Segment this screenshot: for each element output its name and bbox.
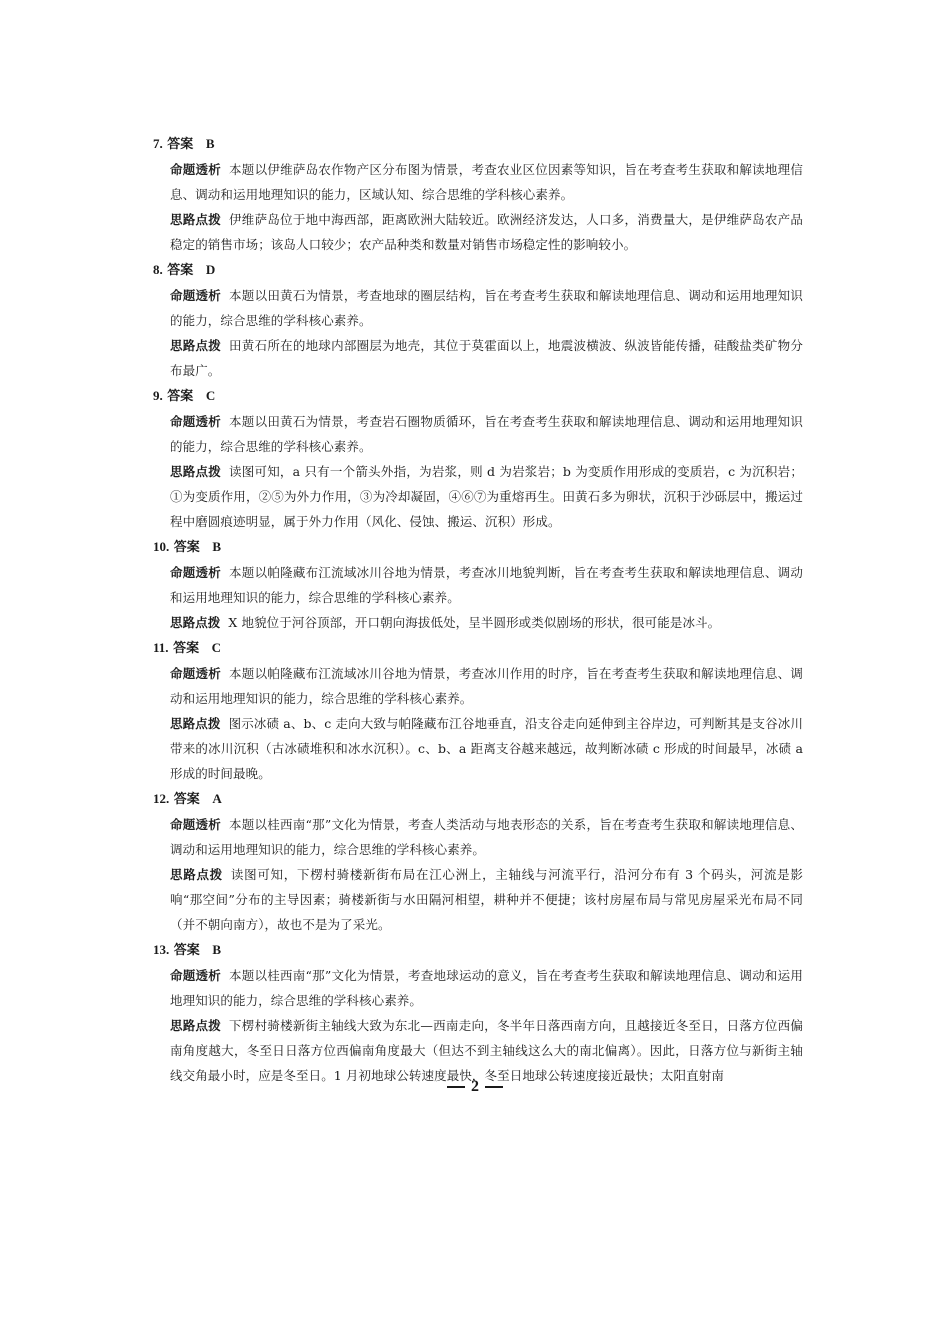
footer-dash-left [447, 1086, 465, 1088]
question-number: 12. [153, 791, 170, 806]
hint-label: 思路点拨 [170, 1018, 222, 1033]
answer-letter: D [205, 262, 216, 277]
analysis-text: 本题以伊维萨岛农作物产区分布图为情景，考查农业区位因素等知识，旨在考查考生获取和解读地理信息、调动和运用地理知识的能力，区域认知、综合思维的学科核心素养。 [170, 162, 803, 202]
hint-paragraph [170, 711, 803, 786]
hint-label: 思路点拨 [170, 464, 221, 479]
answer-line [153, 786, 803, 812]
question-number: 10. [153, 539, 170, 554]
hint-label: 思路点拨 [170, 615, 221, 630]
hint-label: 思路点拨 [170, 867, 223, 882]
question-number: 11. [153, 640, 169, 655]
analysis-text: 本题以帕隆藏布江流域冰川谷地为情景，考查冰川地貌判断，旨在考查考生获取和解读地理信息、调动和运用地理知识的能力，综合思维的学科核心素养。 [170, 565, 803, 605]
answer-item-7 [153, 131, 803, 257]
hint-paragraph [170, 459, 803, 534]
answer-line [153, 383, 803, 409]
analysis-text: 本题以帕隆藏布江流域冰川谷地为情景，考查冰川作用的时序，旨在考查考生获取和解读地理信息、调动和运用地理知识的能力，综合思维的学科核心素养。 [170, 666, 803, 706]
analysis-text: 本题以桂西南“那”文化为情景，考查地球运动的意义，旨在考查考生获取和解读地理信息、调动和运用地理知识的能力，综合思维的学科核心素养。 [170, 968, 803, 1008]
answer-key-body [153, 131, 803, 1088]
answer-item-9 [153, 383, 803, 534]
analysis-label: 命题透析 [170, 968, 221, 983]
page-number: 2 [471, 1078, 479, 1095]
hint-paragraph [170, 610, 803, 635]
answer-item-10 [153, 534, 803, 635]
analysis-text: 本题以田黄石为情景，考查岩石圈物质循环，旨在考查考生获取和解读地理信息、调动和运用地理知识的能力，综合思维的学科核心素养。 [170, 414, 803, 454]
answer-line [153, 937, 803, 963]
analysis-label: 命题透析 [170, 414, 222, 429]
question-number: 8. [153, 262, 163, 277]
hint-paragraph [170, 862, 803, 937]
question-number: 13. [153, 942, 170, 957]
page-footer [0, 1077, 950, 1097]
question-number: 7. [153, 136, 163, 151]
answer-label: 答案 [173, 792, 200, 807]
hint-text: 读图可知，下楞村骑楼新街布局在江心洲上，主轴线与河流平行，沿河分布有 3 个码头，河流是影响“那空间”分布的主导因素；骑楼新街与水田隔河相望，耕种并不便捷；该村房屋布局与常见房屋采光布局不同（并不朝向南方），故也不是为了采光。 [170, 867, 803, 932]
answer-letter: C [205, 388, 216, 403]
answer-item-12 [153, 786, 803, 937]
answer-line [153, 131, 803, 157]
analysis-label: 命题透析 [170, 565, 222, 580]
answer-letter: B [205, 136, 215, 151]
analysis-paragraph [170, 963, 803, 1013]
answer-label: 答案 [167, 137, 194, 152]
hint-text: 伊维萨岛位于地中海西部，距离欧洲大陆较近。欧洲经济发达，人口多，消费量大，是伊维萨岛农产品稳定的销售市场；该岛人口较少；农产品种类和数量对销售市场稳定性的影响较小。 [170, 212, 803, 252]
answer-label: 答案 [173, 641, 200, 656]
hint-text: X 地貌位于河谷顶部，开口朝向海拔低处，呈半圆形或类似剧场的形状，很可能是冰斗。 [228, 615, 721, 630]
answer-label: 答案 [167, 389, 194, 404]
answer-line [153, 534, 803, 560]
answer-label: 答案 [173, 943, 200, 958]
answer-line [153, 257, 803, 283]
analysis-paragraph [170, 812, 803, 862]
hint-paragraph [170, 333, 803, 383]
analysis-paragraph [170, 283, 803, 333]
hint-text: 图示冰碛 a、b、c 走向大致与帕隆藏布江谷地垂直，沿支谷走向延伸到主谷岸边，可判断其是支谷冰川带来的冰川沉积（古冰碛堆积和冰水沉积）。c、b、a 距离支谷越来越远，故判断冰碛 c 形成的时间最早，冰碛 a 形成的时间最晚。 [170, 716, 804, 781]
analysis-text: 本题以桂西南“那”文化为情景，考查人类活动与地表形态的关系，旨在考查考生获取和解读地理信息、调动和运用地理知识的能力，综合思维的学科核心素养。 [170, 817, 803, 857]
answer-line [153, 635, 803, 661]
answer-letter: B [212, 942, 221, 957]
footer-dash-right [485, 1086, 503, 1088]
hint-text: 下楞村骑楼新街主轴线大致为东北—西南走向，冬半年日落西南方向，且越接近冬至日，日落方位西偏南角度越大，冬至日日落方位西偏南角度最大（但达不到主轴线这么大的南北偏离）。因此，日落方位与新街主轴线交角最小时，应是冬至日。1 月初地球公转速度最快，冬至日地球公转速度接近最快；太阳直射南 [170, 1018, 803, 1083]
answer-label: 答案 [167, 263, 194, 278]
answer-letter: A [212, 791, 222, 806]
analysis-label: 命题透析 [170, 162, 222, 177]
analysis-label: 命题透析 [170, 666, 222, 681]
hint-label: 思路点拨 [170, 716, 221, 731]
analysis-paragraph [170, 157, 803, 207]
hint-label: 思路点拨 [170, 212, 222, 227]
analysis-paragraph [170, 409, 803, 459]
analysis-label: 命题透析 [170, 288, 222, 303]
answer-letter: B [212, 539, 221, 554]
analysis-paragraph [170, 560, 803, 610]
answer-item-8 [153, 257, 803, 383]
hint-label: 思路点拨 [170, 338, 222, 353]
analysis-text: 本题以田黄石为情景，考查地球的圈层结构，旨在考查考生获取和解读地理信息、调动和运用地理知识的能力，综合思维的学科核心素养。 [170, 288, 803, 328]
answer-letter: C [211, 640, 222, 655]
hint-text: 田黄石所在的地球内部圈层为地壳，其位于莫霍面以上，地震波横波、纵波皆能传播，硅酸盐类矿物分布最广。 [170, 338, 803, 378]
answer-label: 答案 [173, 540, 200, 555]
hint-text: 读图可知，a 只有一个箭头外指，为岩浆，则 d 为岩浆岩；b 为变质作用形成的变质岩，c 为沉积岩；①为变质作用，②⑤为外力作用，③为冷却凝固，④⑥⑦为重熔再生。田黄石多为卵状，沉积于沙砾层中，搬运过程中磨圆痕迹明显，属于外力作用（风化、侵蚀、搬运、沉积）形成。 [170, 464, 803, 529]
answer-item-11 [153, 635, 803, 786]
analysis-paragraph [170, 661, 803, 711]
answer-item-13 [153, 937, 803, 1088]
question-number: 9. [153, 388, 163, 403]
hint-paragraph [170, 207, 803, 257]
analysis-label: 命题透析 [170, 817, 221, 832]
